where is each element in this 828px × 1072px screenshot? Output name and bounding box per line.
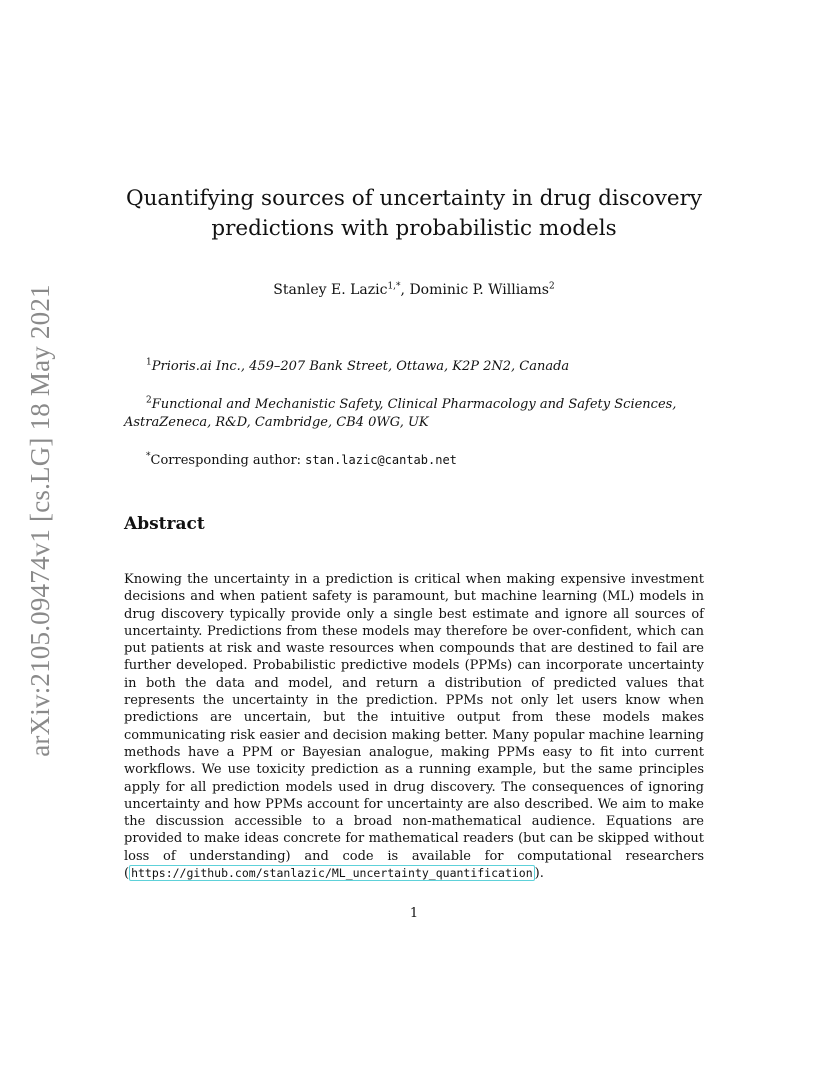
affiliation-1-text: Prioris.ai Inc., 459–207 Bank Street, Ottawa, K2P 2N2, Canada (151, 359, 570, 374)
corresponding-email[interactable]: stan.lazic@cantab.net (305, 453, 457, 467)
affiliation-2 (124, 396, 714, 432)
corresponding-label: Corresponding author: (150, 453, 306, 468)
author-2-marks: 2 (548, 281, 555, 292)
author-2-name: Dominic P. Williams (409, 282, 549, 298)
title-line-2: predictions with probabilistic models (211, 216, 617, 241)
abstract-text: Knowing the uncertainty in a prediction is critical when making expensive investment decisions and when patient safety is paramount, but machine learning (ML) models in drug discovery typically provide only a single best estimate and ignore all sources of uncertainty. Predictions from these models may therefore be over-confident, which can put patients at risk and waste resources when compounds that are destined to fail are further developed. Probabilistic predictive models (PPMs) can incorporate uncertainty in both the data and model, and return a distribution of predicted values that represents the uncertainty in the prediction. PPMs not only let users know when predictions are uncertain, but the intuitive output from these models makes communicating risk easier and decision making better. Many popular machine learning methods have a PPM or Bayesian analogue, making PPMs easy to fit into current workflows. We use toxicity prediction as a running example, but the same principles apply for all prediction models used in drug discovery. The consequences of ignoring uncertainty and how PPMs account for uncertainty are also described. We aim to make the discussion accessible to a broad non-mathematical audience. Equations are provided to make ideas concrete for mathematical readers (but can be skipped without loss of understanding) and code is available for computational researchers ( (124, 572, 704, 882)
author-list (124, 282, 704, 298)
affiliation-2-mark: 2 (146, 395, 152, 406)
arxiv-stamp-text: arXiv:2105.09474v1 [cs.LG] 18 May 2021 (24, 283, 55, 757)
author-1-name: Stanley E. Lazic (273, 282, 388, 298)
title-line-1: Quantifying sources of uncertainty in drug discovery (125, 186, 703, 211)
paper-title (124, 184, 704, 244)
corresponding-author (124, 451, 714, 470)
abstract-closing: ). (534, 866, 544, 882)
affiliation-1 (124, 358, 714, 376)
arxiv-stamp (20, 280, 60, 760)
page-number: 1 (409, 906, 419, 921)
abstract-heading: Abstract (124, 514, 205, 534)
abstract-body (124, 571, 704, 882)
affiliation-1-mark: 1 (146, 357, 152, 368)
code-repository-link[interactable]: https://github.com/stanlazic/ML_uncertainty_quantification (131, 866, 533, 881)
corresponding-mark: * (146, 451, 151, 462)
author-separator: , (400, 282, 410, 298)
author-1-marks: 1,* (387, 281, 401, 292)
affiliation-2-text: Functional and Mechanistic Safety, Clinical Pharmacology and Safety Sciences, AstraZeneca, R&D, Cambridge, CB4 0WG, UK (124, 397, 677, 430)
